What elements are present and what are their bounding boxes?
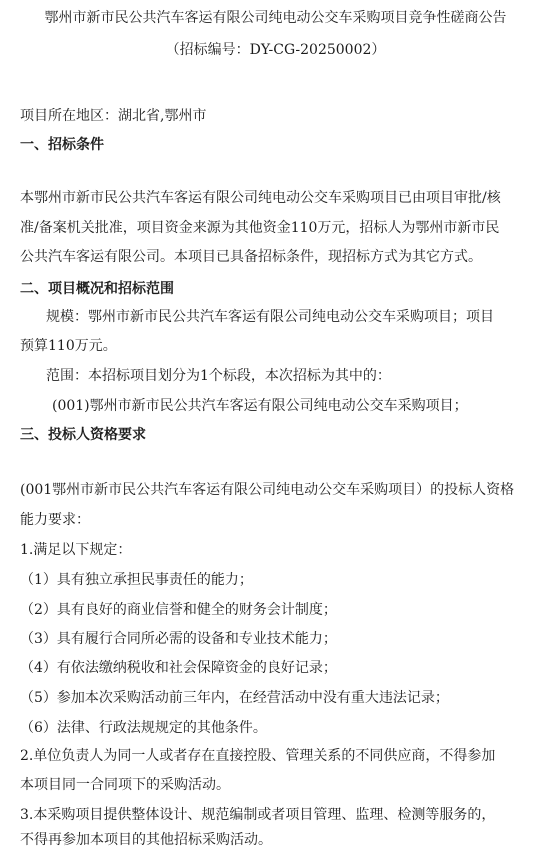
- scale-text-line: 规模：鄂州市新市民公共汽车客运有限公司纯电动公交车采购项目；项目: [46, 309, 494, 325]
- section-3-heading: 三、投标人资格要求: [20, 427, 146, 443]
- requirement-3-line: 3.本采购项目提供整体设计、规范编制或者项目管理、监理、检测等服务的，: [20, 807, 496, 823]
- requirement-item: （5）参加本次采购活动前三年内，在经营活动中没有重大违法记录；: [20, 690, 449, 706]
- requirement-2-line: 本项目同一合同项下的采购活动。: [20, 777, 230, 793]
- lot-text: (001)鄂州市新市民公共汽车客运有限公司纯电动公交车采购项目；: [52, 398, 468, 414]
- tender-number: （招标编号：DY-CG-20250002）: [165, 42, 386, 58]
- section-2-heading: 二、项目概况和招标范围: [20, 281, 174, 297]
- project-location: 项目所在地区：湖北省,鄂州市: [20, 108, 207, 124]
- requirement-3-line: 不得再参加本项目的其他招标采购活动。: [20, 832, 272, 848]
- requirement-item: （3）具有履行合同所必需的设备和专业技术能力；: [20, 631, 337, 647]
- announcement-title: 鄂州市新市民公共汽车客运有限公司纯电动公交车采购项目竞争性磋商公告: [44, 10, 507, 26]
- requirement-item: （2）具有良好的商业信誉和健全的财务会计制度；: [20, 602, 337, 618]
- qualification-intro-line: (001鄂州市新市民公共汽车客运有限公司纯电动公交车采购项目）的投标人资格: [20, 482, 515, 498]
- section-1-text-line: 准/备案机关批准，项目资金来源为其他资金110万元，招标人为鄂州市新市民: [20, 220, 500, 236]
- requirement-1-title: 1.满足以下规定：: [20, 542, 132, 558]
- section-1-text-line: 本鄂州市新市民公共汽车客运有限公司纯电动公交车采购项目已由项目审批/核: [20, 190, 501, 206]
- section-1-text-line: 公共汽车客运有限公司。本项目已具备招标条件，现招标方式为其它方式。: [20, 249, 482, 265]
- requirement-2-line: 2.单位负责人为同一人或者存在直接控股、管理关系的不同供应商，不得参加: [20, 748, 496, 764]
- requirement-item: （1）具有独立承担民事责任的能力；: [20, 572, 253, 588]
- qualification-intro-line: 能力要求：: [20, 512, 90, 528]
- scope-text: 范围：本招标项目划分为1个标段，本次招标为其中的：: [46, 368, 391, 384]
- scale-text-line: 预算110万元。: [20, 338, 117, 354]
- section-1-heading: 一、招标条件: [20, 137, 104, 153]
- requirement-item: （4）有依法缴纳税收和社会保障资金的良好记录；: [20, 660, 337, 676]
- requirement-item: （6）法律、行政法规规定的其他条件。: [20, 720, 267, 736]
